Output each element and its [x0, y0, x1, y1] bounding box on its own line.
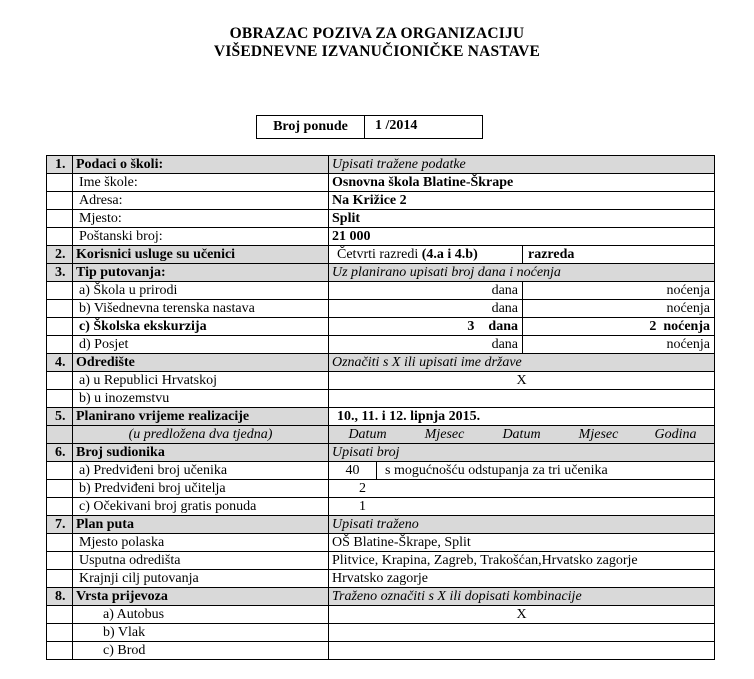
- table-row: [47, 480, 715, 498]
- option-label: b) u inozemstvu: [73, 390, 329, 408]
- field-label: Mjesto:: [73, 210, 329, 228]
- section-3-header: [47, 264, 715, 282]
- table-row: [47, 534, 715, 552]
- section-hint: Uz planirano upisati broj dana i noćenja: [329, 264, 715, 282]
- col-mjesec: Mjesec: [424, 427, 465, 442]
- section-number: 6.: [47, 444, 73, 462]
- razred-prefix: Četvrti razredi: [337, 247, 419, 262]
- table-row: [47, 210, 715, 228]
- ime-skole-value[interactable]: Osnovna škola Blatine-Škrape: [329, 174, 715, 192]
- field-label: a) Predviđeni broj učenika: [73, 462, 329, 480]
- table-row: [47, 336, 715, 354]
- table-row: [47, 174, 715, 192]
- poziv-form-table: [46, 155, 715, 660]
- razred-classes: (4.a i 4.b): [421, 247, 478, 262]
- broj-ucenika-value[interactable]: 40: [329, 462, 377, 480]
- brod-mark[interactable]: [329, 642, 715, 660]
- section-number: 5.: [47, 408, 73, 426]
- section-title: Podaci o školi:: [73, 156, 329, 174]
- section-4-header: [47, 354, 715, 372]
- broj-ucitelja-value[interactable]: 2: [329, 480, 715, 498]
- section-5-header: [47, 408, 715, 426]
- table-row: [47, 372, 715, 390]
- form-title-line-1: OBRAZAC POZIVA ZA ORGANIZACIJU: [229, 25, 525, 42]
- section-title: Korisnici usluge su učenici: [73, 246, 329, 264]
- section-1-header: [47, 156, 715, 174]
- table-row: [47, 624, 715, 642]
- autobus-mark[interactable]: X: [329, 606, 715, 624]
- inozemstvo-mark[interactable]: [329, 390, 715, 408]
- section-hint: Upisati tražene podatke: [329, 156, 715, 174]
- broj-ucenika-note: s mogućnošću odstupanja za tri učenika: [377, 462, 715, 480]
- field-label: Adresa:: [73, 192, 329, 210]
- section-title: Tip putovanja:: [73, 264, 329, 282]
- table-row: [47, 570, 715, 588]
- section-7-header: [47, 516, 715, 534]
- table-row: [47, 300, 715, 318]
- field-label: Usputna odredišta: [73, 552, 329, 570]
- usputna-odredista-value[interactable]: Plitvice, Krapina, Zagreb, Trakošćan,Hrvatsko zagorje: [329, 552, 715, 570]
- table-row: [47, 318, 715, 336]
- section-number: 7.: [47, 516, 73, 534]
- field-label: b) Predviđeni broj učitelja: [73, 480, 329, 498]
- option-label: c) Brod: [73, 642, 329, 660]
- col-mjesec: Mjesec: [578, 427, 619, 442]
- broj-ponude-box: [256, 115, 483, 139]
- broj-ponude-label: Broj ponude: [257, 116, 365, 138]
- section-title: Planirano vrijeme realizacije: [73, 408, 329, 426]
- nocenja-count: 2: [649, 319, 657, 334]
- section-number: 2.: [47, 246, 73, 264]
- section-title: Odredište: [73, 354, 329, 372]
- section-6-header: [47, 444, 715, 462]
- section-hint: Upisati traženo: [329, 516, 715, 534]
- adresa-value[interactable]: Na Križice 2: [329, 192, 715, 210]
- hrvatska-mark[interactable]: X: [329, 372, 715, 390]
- section-subtitle: (u predložena dva tjedna): [73, 426, 329, 444]
- broj-ponude-value[interactable]: 1 /2014: [375, 118, 418, 133]
- table-row: [47, 606, 715, 624]
- option-label: a) Škola u prirodi: [73, 282, 329, 300]
- section-title: Broj sudionika: [73, 444, 329, 462]
- dana-cell[interactable]: [329, 318, 523, 336]
- section-number: 4.: [47, 354, 73, 372]
- mjesto-polaska-value[interactable]: OŠ Blatine-Škrape, Split: [329, 534, 715, 552]
- vlak-mark[interactable]: [329, 624, 715, 642]
- section-number: 8.: [47, 588, 73, 606]
- nocenja-cell[interactable]: noćenja: [523, 336, 715, 354]
- dana-label: dana: [488, 319, 518, 334]
- section-hint: Upisati broj: [329, 444, 715, 462]
- nocenja-label: noćenja: [663, 319, 710, 334]
- section-hint: Traženo označiti s X ili dopisati kombinacije: [329, 588, 715, 606]
- section-8-header: [47, 588, 715, 606]
- table-row: [47, 192, 715, 210]
- table-row: [47, 498, 715, 516]
- gratis-ponuda-value[interactable]: 1: [329, 498, 715, 516]
- field-label: Ime škole:: [73, 174, 329, 192]
- section-hint: Označiti s X ili upisati ime države: [329, 354, 715, 372]
- razred-value[interactable]: [329, 246, 523, 264]
- option-label: d) Posjet: [73, 336, 329, 354]
- form-title-line-2: VIŠEDNEVNE IZVANUČIONIČKE NASTAVE: [213, 43, 541, 60]
- field-label: c) Očekivani broj gratis ponuda: [73, 498, 329, 516]
- field-label: Poštanski broj:: [73, 228, 329, 246]
- mjesto-value[interactable]: Split: [329, 210, 715, 228]
- razreda-label: razreda: [523, 246, 715, 264]
- dana-cell[interactable]: dana: [329, 300, 523, 318]
- col-datum: Datum: [502, 427, 541, 442]
- dana-cell[interactable]: dana: [329, 336, 523, 354]
- field-label: Krajnji cilj putovanja: [73, 570, 329, 588]
- postanski-broj-value[interactable]: 21 000: [329, 228, 715, 246]
- section-title: Plan puta: [73, 516, 329, 534]
- krajnji-cilj-value[interactable]: Hrvatsko zagorje: [329, 570, 715, 588]
- option-label: b) Višednevna terenska nastava: [73, 300, 329, 318]
- col-godina: Godina: [654, 427, 697, 442]
- section-5-subheader: [47, 426, 715, 444]
- nocenja-cell[interactable]: noćenja: [523, 282, 715, 300]
- section-2-header: [47, 246, 715, 264]
- table-row: [47, 390, 715, 408]
- dana-cell[interactable]: dana: [329, 282, 523, 300]
- date-columns: [329, 426, 715, 444]
- field-label: Mjesto polaska: [73, 534, 329, 552]
- table-row: [47, 462, 715, 480]
- dana-count: 3: [467, 319, 475, 334]
- table-row: [47, 642, 715, 660]
- table-row: [47, 282, 715, 300]
- realizacija-dates[interactable]: 10., 11. i 12. lipnja 2015.: [329, 408, 715, 426]
- col-datum: Datum: [348, 427, 387, 442]
- table-row: [47, 228, 715, 246]
- nocenja-cell[interactable]: [523, 318, 715, 336]
- nocenja-cell[interactable]: noćenja: [523, 300, 715, 318]
- table-row: [47, 552, 715, 570]
- option-label: c) Školska ekskurzija: [73, 318, 329, 336]
- section-number: 3.: [47, 264, 73, 282]
- section-title: Vrsta prijevoza: [73, 588, 329, 606]
- option-label: b) Vlak: [73, 624, 329, 642]
- option-label: a) u Republici Hrvatskoj: [73, 372, 329, 390]
- option-label: a) Autobus: [73, 606, 329, 624]
- section-number: 1.: [47, 156, 73, 174]
